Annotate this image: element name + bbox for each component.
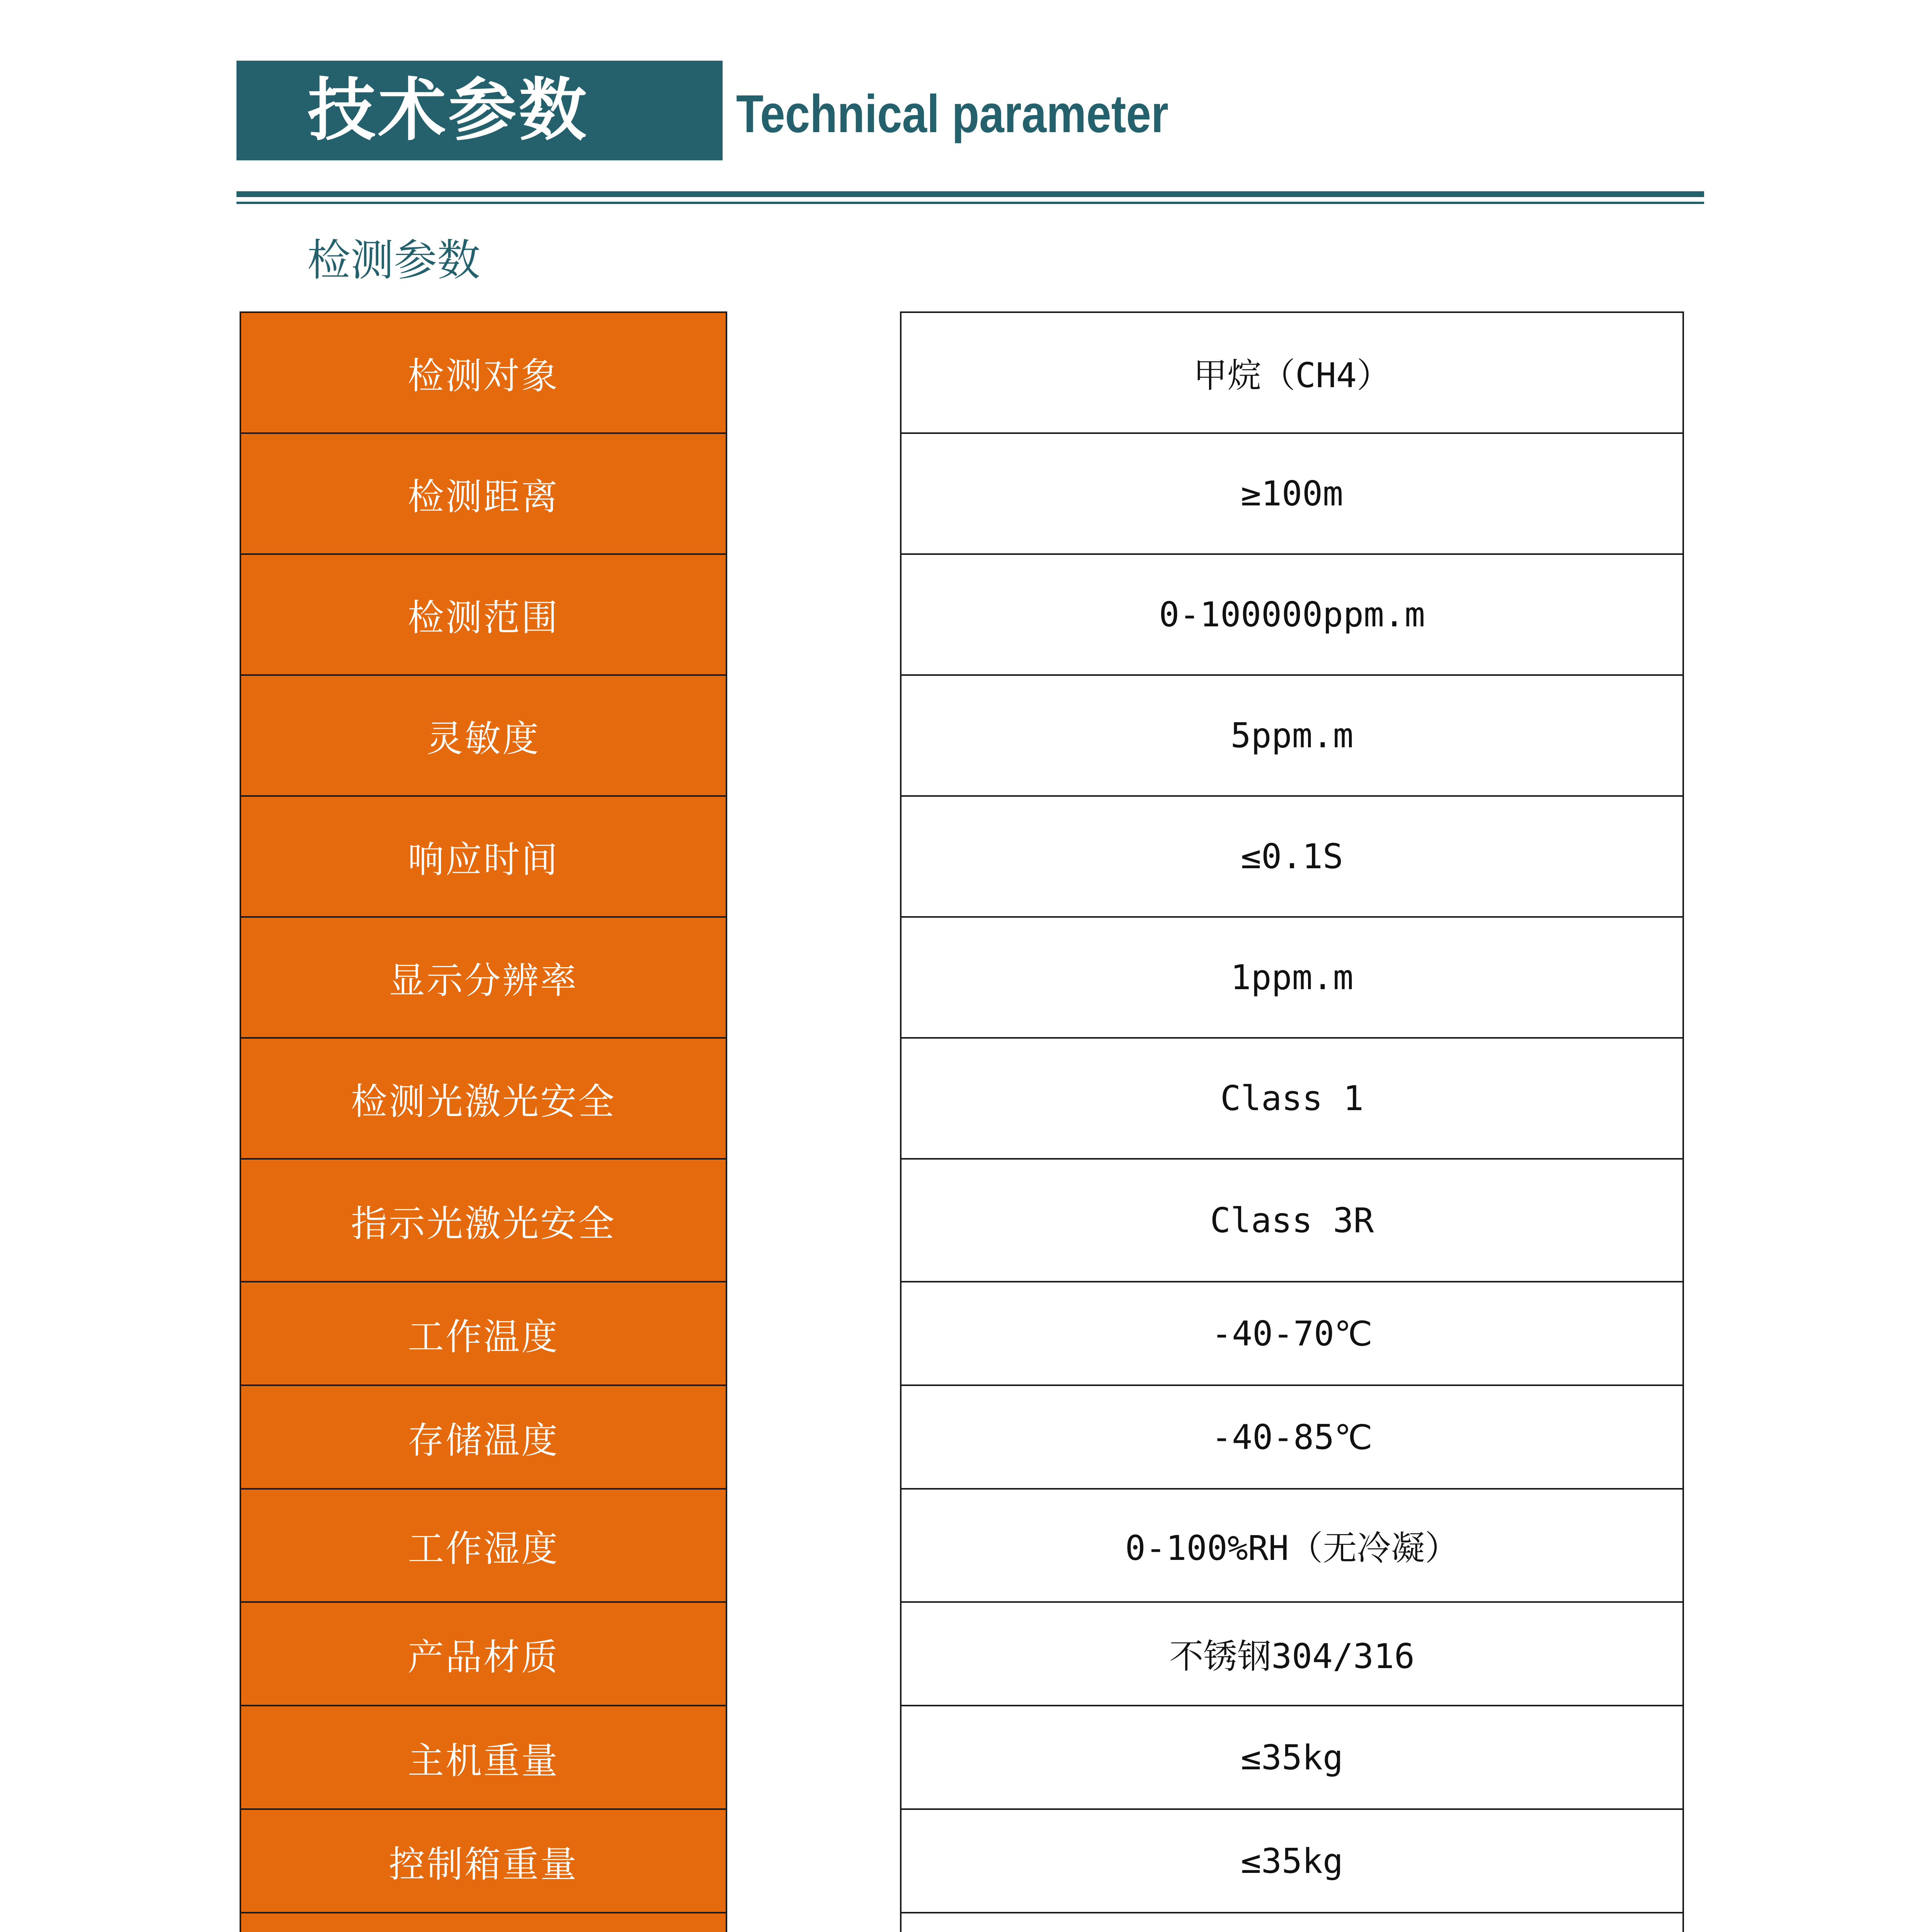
parameter-value: ≤0.1S (902, 797, 1682, 918)
parameter-label: 显示分辨率 (241, 918, 726, 1039)
parameter-label: 工作湿度 (241, 1490, 726, 1603)
parameter-label-column (240, 311, 727, 1932)
header-divider-thin (236, 202, 1704, 204)
parameter-label: 存储温度 (241, 1386, 726, 1490)
parameter-label: 工作温度 (241, 1282, 726, 1386)
parameter-label: 产品材质 (241, 1603, 726, 1706)
parameter-value-column (900, 311, 1684, 1932)
parameter-value: 0-100%RH（无冷凝） (902, 1490, 1682, 1603)
parameter-label: 灵敏度 (241, 676, 726, 797)
parameter-value: 不锈钢304/316 (902, 1603, 1682, 1706)
parameter-value: -40-70℃ (902, 1282, 1682, 1386)
parameter-label (241, 1913, 726, 1932)
parameter-label: 检测范围 (241, 555, 726, 676)
parameter-label: 控制箱重量 (241, 1810, 726, 1913)
parameter-value: 5ppm.m (902, 676, 1682, 797)
parameter-value: ≤35kg (902, 1810, 1682, 1913)
page-title-english: Technical parameter (736, 84, 1169, 144)
parameter-label: 响应时间 (241, 797, 726, 918)
parameter-label: 检测对象 (241, 313, 726, 434)
parameter-value: -40-85℃ (902, 1386, 1682, 1490)
parameter-label: 检测距离 (241, 434, 726, 555)
parameter-label: 检测光激光安全 (241, 1039, 726, 1160)
parameter-value: Class 1 (902, 1039, 1682, 1160)
header-divider-thick (236, 191, 1704, 197)
parameter-value: 1ppm.m (902, 918, 1682, 1039)
parameter-value (902, 1913, 1682, 1932)
parameter-value: 甲烷（CH4） (902, 313, 1682, 434)
page-title: 技术参数 (308, 71, 589, 150)
section-title: 检测参数 (307, 235, 480, 286)
parameter-label: 主机重量 (241, 1706, 726, 1810)
parameter-value: ≤35kg (902, 1706, 1682, 1810)
parameter-value: Class 3R (902, 1160, 1682, 1282)
parameter-value: 0-100000ppm.m (902, 555, 1682, 676)
parameter-value: ≥100m (902, 434, 1682, 555)
title-banner (236, 61, 723, 160)
parameter-label: 指示光激光安全 (241, 1160, 726, 1282)
